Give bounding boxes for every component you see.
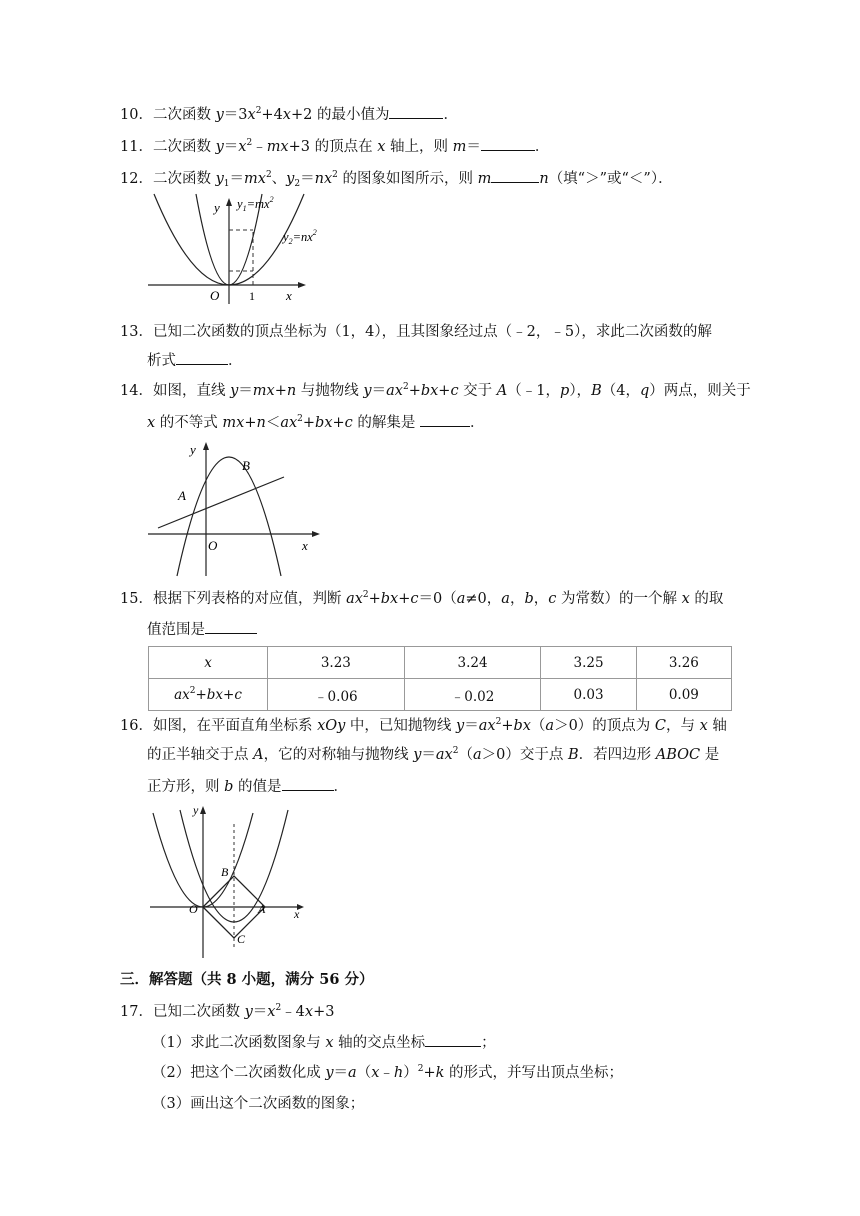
curve-label-y2: $y_2=nx^2$ [283, 228, 317, 246]
table-cell: ﹣0.06 [268, 679, 405, 711]
section-heading: 三．解答题（共 8 小题，满分 56 分） [120, 971, 374, 988]
question-11: 11．二次函数 $y=x^2﹣mx+3$ 的顶点在 x 轴上，则 m＝ ． [120, 138, 550, 155]
question-17-part-3: （3）画出这个二次函数的图象； [152, 1096, 365, 1112]
answer-blank[interactable] [389, 104, 443, 119]
q12-parabola-figure [140, 192, 320, 308]
axis-label-y: y [190, 442, 196, 457]
question-15-cont: 值范围是 [147, 619, 257, 640]
answer-blank[interactable] [205, 619, 257, 634]
axis-label-x: x [286, 288, 292, 303]
question-14: 14．如图，直线 y＝mx+n 与抛物线 $y=ax^2+bx+c$ 交于 A（﹣1，p），B（4，q）两点，则关于 [120, 382, 751, 399]
origin-label: O [208, 538, 218, 553]
table-cell: $ax^2+bx+c$ [149, 679, 268, 711]
answer-blank[interactable] [176, 350, 228, 365]
table-row [149, 679, 732, 711]
point-label-A: A [258, 902, 266, 916]
answer-blank[interactable] [282, 776, 334, 791]
q14-line-parabola-figure [140, 438, 330, 578]
axis-label-x: x [294, 907, 300, 921]
answer-blank[interactable] [491, 168, 539, 183]
table-cell: 0.09 [636, 679, 731, 711]
point-label-A: A [178, 488, 186, 503]
answer-blank[interactable] [420, 412, 470, 427]
point-label-B: B [242, 458, 250, 473]
point-label-B: B [221, 865, 229, 879]
answer-blank[interactable] [481, 136, 535, 151]
question-13: 13．已知二次函数的顶点坐标为（1，4），且其图象经过点（﹣2，﹣5），求此二次函数的解 [120, 324, 712, 340]
table-cell: x [149, 647, 268, 679]
axis-label-y: y [193, 803, 199, 817]
axis-label-y: y [214, 200, 220, 215]
table-row [149, 647, 732, 679]
question-17: 17．已知二次函数 $y=x^2﹣4x+3$ [120, 1003, 335, 1020]
values-table [148, 646, 732, 711]
table-cell: 3.25 [541, 647, 636, 679]
answer-blank[interactable] [425, 1032, 481, 1047]
question-14-cont: x 的不等式 $mx+n<ax^2+bx+c$ 的解集是 ． [147, 414, 485, 431]
origin-label: O [210, 288, 220, 303]
point-label-C: C [237, 932, 246, 946]
question-16-cont2: 正方形，则 b 的值是 ． [147, 776, 348, 797]
q16-square-parabola-figure [145, 800, 310, 960]
tick-label-1: 1 [249, 289, 255, 303]
question-16: 16．如图，在平面直角坐标系 xOy 中，已知抛物线 $y=ax^2+bx(a>0)$的顶点为 C，与 x 轴 [120, 717, 727, 734]
question-13-cont: 析式 ． [147, 350, 243, 371]
table-cell: 3.26 [636, 647, 731, 679]
question-12: 12．二次函数 $y_1=mx^2$、$y_2=nx^2$ 的图象如图所示，则 m n（填“＞”或“＜”）． [120, 170, 673, 189]
question-17-part-1: （1）求此二次函数图象与 x 轴的交点坐标 ； [152, 1032, 496, 1053]
axis-label-x: x [302, 538, 308, 553]
table-cell: 3.23 [268, 647, 405, 679]
question-17-part-2: （2）把这个二次函数化成 y＝a（x﹣h）$^2$+k 的形式，并写出顶点坐标； [152, 1064, 624, 1081]
question-10: 10．二次函数 $y=3x^2+4x+2$ 的最小值为 ． [120, 106, 458, 123]
table-cell: 0.03 [541, 679, 636, 711]
question-15: 15．根据下列表格的对应值，判断 $ax^2+bx+c=0(a\ne 0$，a，b，c 为常数）的一个解 x 的取 [120, 590, 724, 607]
table-cell: 3.24 [404, 647, 541, 679]
question-16-cont1: 的正半轴交于点 A，它的对称轴与抛物线 $y=ax^2(a>0)$交于点 B．若四边形 ABOC 是 [147, 746, 720, 763]
curve-label-y1: $y_1=mx^2$ [237, 195, 274, 213]
point-label-O: O [189, 902, 198, 916]
table-cell: ﹣0.02 [404, 679, 541, 711]
